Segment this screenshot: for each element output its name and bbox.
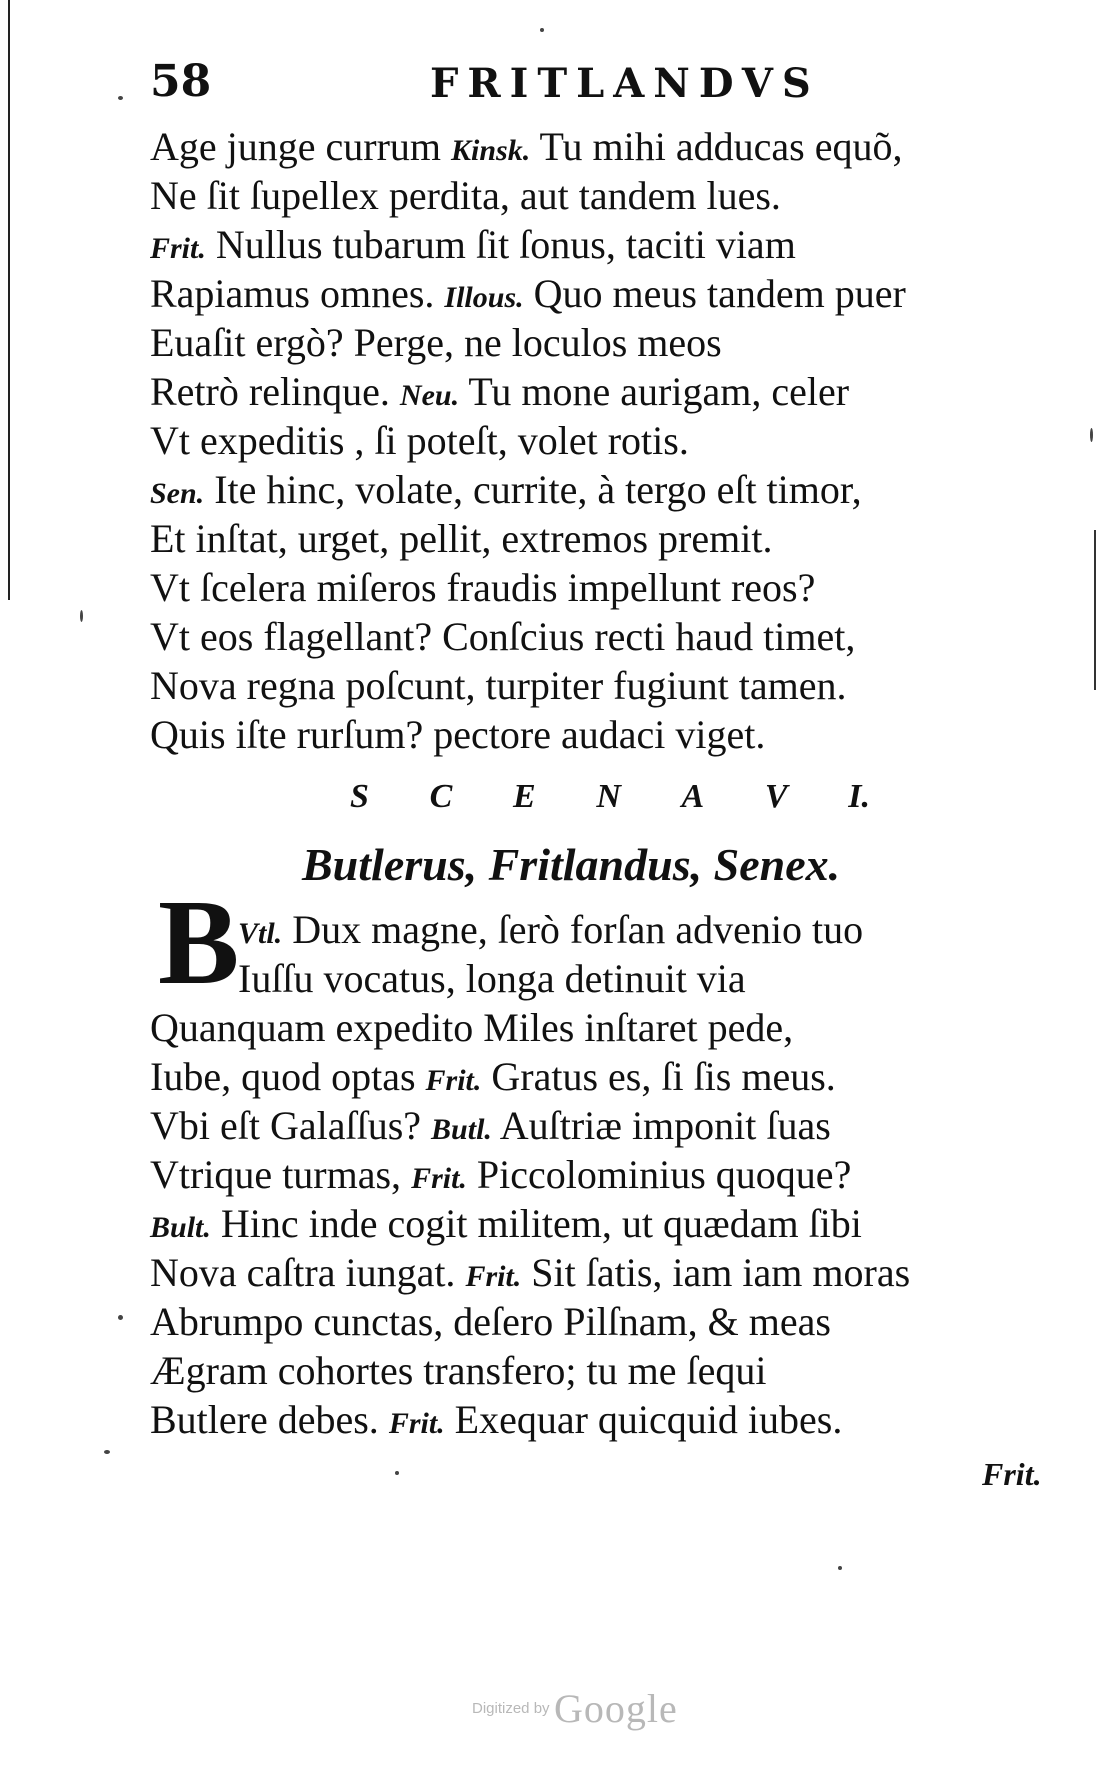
speaker-name: Vtl. [238, 917, 283, 950]
verse-text: Tu mihi adducas equõ, [530, 124, 903, 169]
verse-text: Ite hinc, volate, currite, à tergo eſt timor, [204, 467, 862, 512]
verse-text: Euaſit ergò? Perge, ne loculos meos [150, 320, 722, 365]
google-logo-text: Google [554, 1686, 678, 1731]
speaker-name: Frit. [465, 1260, 522, 1293]
scan-speck [540, 28, 544, 32]
verse-line [150, 563, 1070, 612]
verse-text: Nova caſtra iungat. [150, 1250, 466, 1295]
verse-line [150, 416, 1070, 465]
watermark-prefix: Digitized by [472, 1700, 550, 1717]
verse-text: Et inſtat, urget, pellit, extremos premit. [150, 516, 773, 561]
verse-text: Quo meus tandem puer [523, 271, 906, 316]
verse-line [150, 318, 1070, 367]
scan-edge-line [1094, 530, 1096, 690]
scene-heading-letter: N [596, 778, 621, 815]
verse-line [150, 269, 1070, 318]
scan-speck [838, 1566, 842, 1570]
verse-text: Age junge currum [150, 124, 452, 169]
scene-heading [350, 778, 870, 828]
speaker-name: Frit. [150, 232, 206, 265]
verse-line [150, 612, 1070, 661]
verse-text: Vt expeditis , ſi poteſt, volet rotis. [150, 418, 689, 463]
verse-text: Vt eos flagellant? Conſcius recti haud timet, [150, 614, 856, 659]
scene-heading-letter: I. [848, 778, 870, 815]
verse-text: Tu mone aurigam, celer [459, 369, 850, 414]
verse-block-bottom [150, 905, 1070, 1444]
verse-line [150, 1150, 1070, 1199]
verse-text: Vt ſcelera miſeros fraudis impellunt reos? [150, 565, 816, 610]
verse-text: Retrò relinque. [150, 369, 400, 414]
digitized-watermark [472, 1685, 678, 1735]
running-title: FRITLANDVS [430, 60, 820, 107]
verse-text: Ægram cohortes transfero; tu me ſequi [150, 1348, 767, 1393]
verse-text: Hinc inde cogit militem, ut quædam ſibi [210, 1201, 862, 1246]
verse-text: Nova regna poſcunt, turpiter fugiunt tamen. [150, 663, 847, 708]
verse-line [150, 122, 1070, 171]
verse-text: Rapiamus omnes. [150, 271, 445, 316]
verse-text: Ne ſit ſupellex perdita, aut tandem lues. [150, 173, 781, 218]
verse-line [150, 1101, 1070, 1150]
speaker-name: Illous. [444, 281, 524, 314]
verse-text: Iuſſu vocatus, longa detinuit via [238, 956, 746, 1001]
catchword: Frit. [982, 1456, 1042, 1492]
speaker-name: Frit. [425, 1064, 482, 1097]
verse-text: Vbi eſt Galaſſus? [150, 1103, 432, 1148]
verse-line [150, 905, 1070, 954]
verse-text: Exequar quicquid iubes. [444, 1397, 843, 1442]
scan-edge-line [8, 0, 10, 600]
verse-text: Piccolominius quoque? [466, 1152, 852, 1197]
verse-line [150, 661, 1070, 710]
drop-cap: B [158, 875, 240, 1010]
verse-text: Dux magne, ſerò forſan advenio tuo [282, 907, 864, 952]
verse-line [150, 954, 1070, 1003]
scene-heading-letter: S [350, 778, 369, 815]
verse-text: Butlere debes. [150, 1397, 389, 1442]
scene-persons: Butlerus, Fritlandus, Senex. [302, 839, 841, 890]
verse-line [150, 367, 1070, 416]
speaker-name: Frit. [388, 1407, 445, 1440]
verse-block-top [150, 122, 1070, 759]
verse-text: Nullus tubarum ſit ſonus, taciti viam [205, 222, 796, 267]
scan-speck [1090, 428, 1093, 442]
verse-text: Iube, quod optas [150, 1054, 426, 1099]
speaker-name: Kinsk. [451, 134, 531, 167]
verse-line [150, 1248, 1070, 1297]
verse-line [150, 1199, 1070, 1248]
page-header [150, 52, 1050, 112]
speaker-name: Frit. [411, 1162, 467, 1195]
verse-line [150, 514, 1070, 563]
scan-speck [395, 1471, 399, 1475]
verse-line [150, 465, 1070, 514]
speaker-name: Bult. [150, 1211, 211, 1244]
verse-line [150, 1003, 1070, 1052]
speaker-name: Sen. [150, 477, 205, 510]
scan-speck [118, 1315, 123, 1320]
scene-heading-letter: E [512, 778, 536, 815]
verse-text: Quanquam expedito Miles inſtaret pede, [150, 1005, 794, 1050]
scan-speck [104, 1450, 110, 1454]
verse-line [150, 1297, 1070, 1346]
page-number: 58 [150, 56, 212, 107]
verse-line [150, 171, 1070, 220]
scene-heading-letter: V [764, 778, 788, 815]
verse-text: Gratus es, ſi ſis meus. [481, 1054, 836, 1099]
verse-line [150, 1052, 1070, 1101]
verse-line [150, 1395, 1070, 1444]
verse-text: Quis iſte rurſum? pectore audaci viget. [150, 712, 766, 757]
scene-heading-letter: A [681, 778, 705, 815]
speaker-name: Butl. [431, 1113, 492, 1146]
verse-text: Vtrique turmas, [150, 1152, 412, 1197]
verse-text: Abrumpo cunctas, deſero Pilſnam, & meas [150, 1299, 831, 1344]
speaker-name: Neu. [399, 379, 460, 412]
verse-text: Auſtriæ imponit ſuas [491, 1103, 831, 1148]
verse-text: Sit ſatis, iam iam moras [521, 1250, 911, 1295]
verse-line [150, 710, 1070, 759]
verse-line [150, 220, 1070, 269]
scan-speck [118, 96, 123, 100]
scene-heading-letter: C [429, 778, 453, 815]
verse-line [150, 1346, 1070, 1395]
scan-speck [80, 610, 83, 622]
